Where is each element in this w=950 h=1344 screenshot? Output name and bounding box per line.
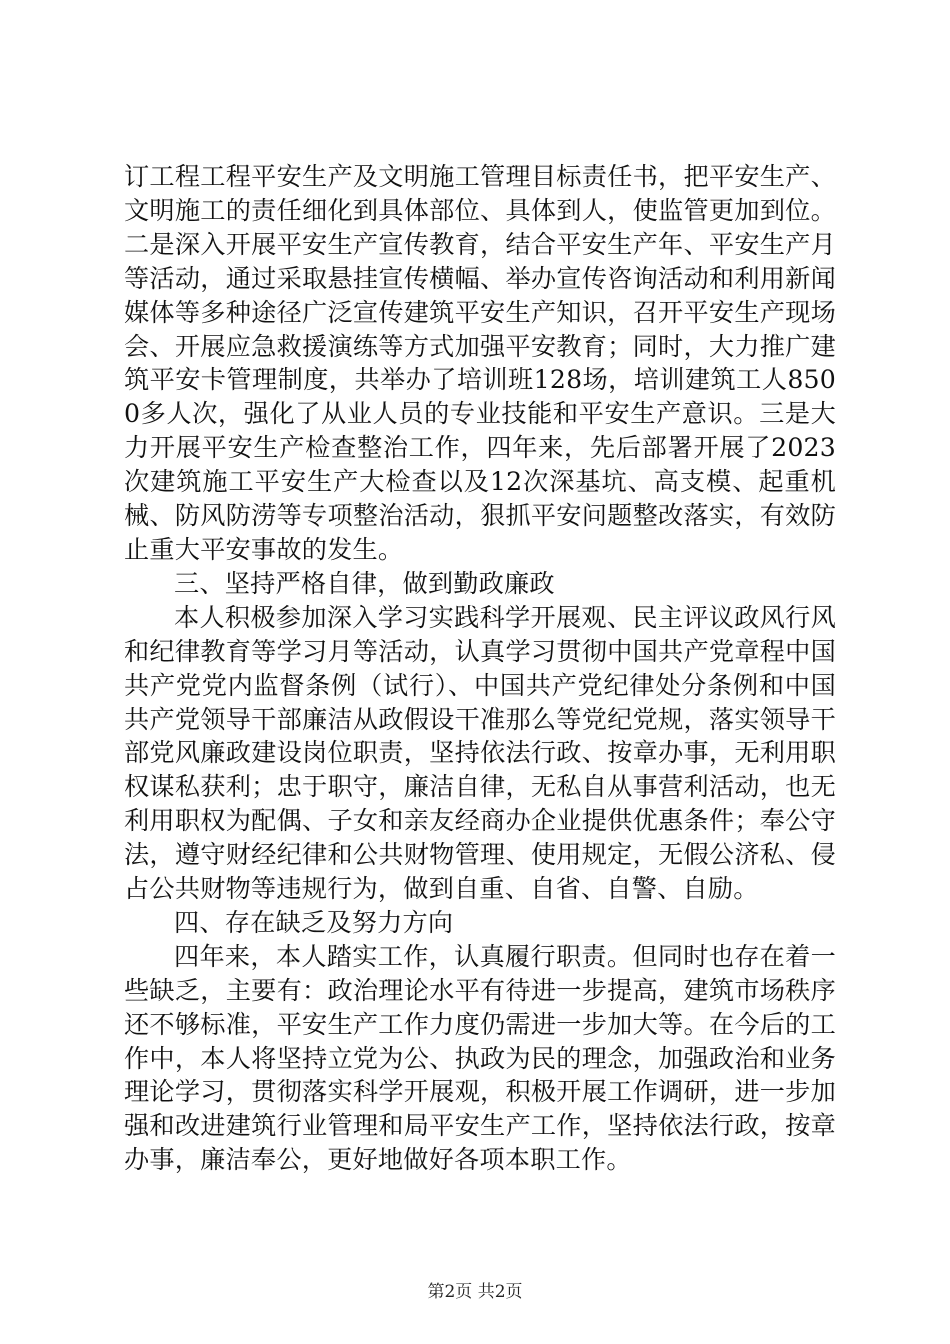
page-number-footer: 第2页 共2页 xyxy=(427,1282,523,1302)
section-heading-self-discipline: 三、坚持严格自律，做到勤政廉政 xyxy=(174,568,555,598)
paragraph-safety-education: 订工程工程平安生产及文明施工管理目标责任书，把平安生产、文明施工的责任细化到具体部位、具体到人，使监管更加到位。二是深入开展平安生产宣传教育，结合平安生产年、平安生产月等活动，通过采取悬挂宣传横幅、举办宣传咨询活动和利用新闻媒体等多种途径广泛宣传建筑平安生产知识，召开平安生产现场会、开展应急救援演练等方式加强平安教育；同时，大力推广建筑平安卡管理制度，共举办了培训班128场，培训建筑工人8500多人次，强化了从业人员的专业技能和平安生产意识。三是大力开展平安生产检查整治工作，四年来，先后部署开展了2023次建筑施工平安生产大检查以及12次深基坑、高支模、起重机械、防风防涝等专项整治活动，狠抓平安问题整改落实，有效防止重大平安事故的发生。 xyxy=(124,162,836,564)
paragraph-shortcomings: 四年来，本人踏实工作，认真履行职责。但同时也存在着一些缺乏，主要有：政治理论水平有待进一步提高，建筑市场秩序还不够标准，平安生产工作力度仍需进一步加大等。在今后的工作中，本人将坚持立党为公、执政为民的理念，加强政治和业务理论学习，贯彻落实科学开展观，积极开展工作调研，进一步加强和改进建筑行业管理和局平安生产工作，坚持依法行政，按章办事，廉洁奉公，更好地做好各项本职工作。 xyxy=(124,941,836,1175)
document-body xyxy=(124,160,836,1177)
paragraph-self-discipline: 本人积极参加深入学习实践科学开展观、民主评议政风行风和纪律教育等学习月等活动，认真学习贯彻中国共产党章程中国共产党党内监督条例（试行）、中国共产党纪律处分条例和中国共产党领导干部廉洁从政假设干准那么等党纪党规，落实领导干部党风廉政建设岗位职责，坚持依法行政、按章办事，无利用职权谋私获利；忠于职守，廉洁自律，无私自从事营利活动，也无利用职权为配偶、子女和亲友经商办企业提供优惠条件；奉公守法，遵守财经纪律和公共财物管理、使用规定，无假公济私、侵占公共财物等违规行为，做到自重、自省、自警、自励。 xyxy=(124,602,836,904)
section-heading-shortcomings: 四、存在缺乏及努力方向 xyxy=(174,907,454,937)
